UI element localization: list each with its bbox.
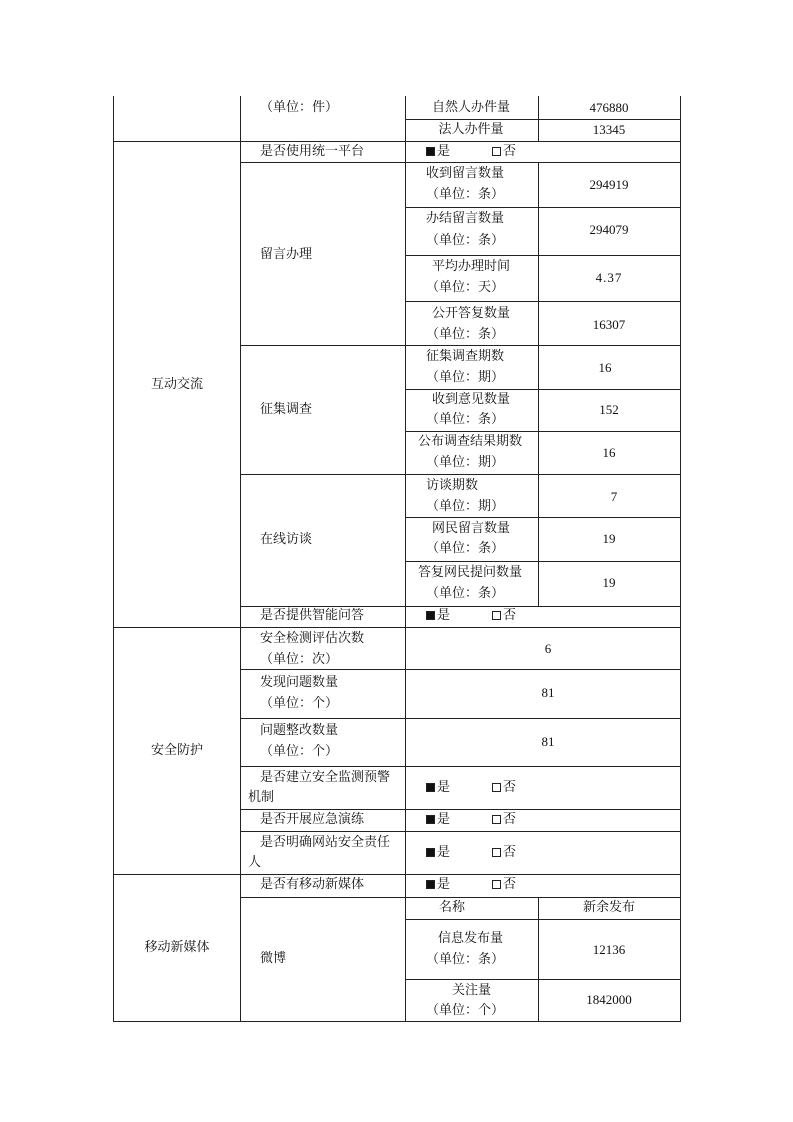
row-rule — [240, 162, 681, 163]
option-no-text: 否 — [503, 845, 517, 860]
unit-label: （单位：件） — [260, 100, 339, 115]
option-yes-text: 是 — [437, 144, 451, 159]
section-title-security: 安全防护 — [150, 743, 204, 758]
metric-label: 发现问题数量 — [260, 675, 339, 690]
row-rule — [405, 919, 681, 920]
row-rule — [240, 718, 681, 719]
monitor-label-continued: 机制 — [248, 790, 275, 805]
metric-value: 294079 — [589, 222, 629, 237]
table-border-right — [680, 96, 681, 1022]
monitor-label: 是否建立安全监测预警 — [260, 770, 391, 785]
table-border-bottom — [113, 1021, 681, 1022]
metric-label: 答复网民提问数量 — [418, 565, 523, 580]
table-column-rule — [240, 96, 241, 1022]
row-rule — [240, 831, 681, 832]
metric-value: 294919 — [589, 177, 629, 192]
row-rule — [405, 255, 681, 256]
row-rule — [405, 207, 681, 208]
metric-value: 12136 — [592, 942, 626, 957]
metric-value: 16307 — [592, 317, 626, 332]
metric-unit: （单位：天） — [426, 280, 505, 295]
row-rule — [240, 345, 681, 346]
row-rule — [240, 766, 681, 767]
drill-yes-option — [426, 810, 450, 830]
drill-no-option — [492, 810, 516, 830]
table-border-left — [113, 96, 114, 1022]
natural-person-value: 476880 — [589, 100, 629, 115]
row-rule — [405, 517, 681, 518]
unchecked-box-icon — [492, 611, 501, 620]
table-column-rule — [538, 162, 539, 607]
unified-platform-yes-option — [426, 142, 450, 162]
natural-person-label: 自然人办件量 — [431, 100, 511, 115]
section-rule — [113, 627, 681, 628]
has-media-yes-option — [426, 875, 450, 895]
checked-box-icon — [426, 783, 435, 792]
metric-label: 安全检测评估次数 — [260, 631, 365, 646]
row-rule — [405, 979, 681, 980]
row-rule — [405, 561, 681, 562]
legal-person-value: 13345 — [592, 122, 626, 137]
table-column-rule — [405, 96, 406, 1022]
checked-box-icon — [426, 611, 435, 620]
monitor-yes-option — [426, 778, 450, 798]
monitor-no-option — [492, 778, 516, 798]
metric-label: 收到意见数量 — [432, 392, 511, 407]
metric-value: 16 — [598, 360, 612, 375]
unchecked-box-icon — [492, 783, 501, 792]
checked-box-icon — [426, 880, 435, 889]
metric-label: 公开答复数量 — [432, 306, 511, 321]
metric-unit: （单位：条） — [426, 952, 505, 967]
metric-unit: （单位：期） — [426, 499, 505, 514]
metric-label: 网民留言数量 — [432, 521, 511, 536]
option-no-text: 否 — [503, 780, 517, 795]
option-no-text: 否 — [503, 812, 517, 827]
table-column-rule — [538, 897, 539, 1022]
metric-unit: （单位：个） — [260, 696, 339, 711]
smart-qa-yes-option — [426, 606, 450, 626]
metric-label: 公布调查结果期数 — [418, 434, 523, 449]
section-rule — [113, 874, 681, 875]
metric-value: 1842000 — [586, 992, 632, 1007]
metric-label: 问题整改数量 — [260, 723, 339, 738]
responsible-label-continued: 人 — [248, 855, 262, 870]
account-name: 新余发布 — [582, 900, 636, 915]
group-title-weibo: 微博 — [260, 951, 287, 966]
option-no-text: 否 — [503, 877, 517, 892]
row-rule — [405, 301, 681, 302]
metric-value: 6 — [544, 641, 552, 656]
drill-label: 是否开展应急演练 — [260, 812, 365, 827]
option-yes-text: 是 — [437, 845, 451, 860]
metric-value: 7 — [610, 489, 618, 504]
section-title-interaction: 互动交流 — [150, 377, 204, 392]
option-yes-text: 是 — [437, 877, 451, 892]
option-yes-text: 是 — [437, 608, 451, 623]
group-title-survey: 征集调查 — [260, 402, 313, 417]
section-rule — [113, 141, 681, 142]
unchecked-box-icon — [492, 848, 501, 857]
metric-value: 16 — [602, 445, 616, 460]
smart-qa-no-option — [492, 606, 516, 626]
group-title-messages: 留言办理 — [260, 247, 313, 262]
section-title-media: 移动新媒体 — [144, 940, 210, 955]
metric-unit: （单位：条） — [426, 327, 505, 342]
metric-unit: （单位：次） — [260, 652, 339, 667]
legal-person-label: 法人办件量 — [438, 122, 504, 137]
responsible-yes-option — [426, 843, 450, 863]
option-yes-text: 是 — [437, 812, 451, 827]
metric-label: 平均办理时间 — [432, 259, 511, 274]
metric-value: 81 — [541, 685, 555, 700]
metric-unit: （单位：条） — [426, 586, 505, 601]
unified-platform-label: 是否使用统一平台 — [260, 144, 365, 159]
metric-label: 收到留言数量 — [426, 166, 505, 181]
checked-box-icon — [426, 848, 435, 857]
unchecked-box-icon — [492, 147, 501, 156]
metric-label: 关注量 — [452, 983, 492, 998]
metric-label: 信息发布量 — [438, 931, 504, 946]
metric-unit: （单位：期） — [426, 370, 505, 385]
unchecked-box-icon — [492, 815, 501, 824]
checked-box-icon — [426, 815, 435, 824]
metric-unit: （单位：个） — [260, 744, 339, 759]
option-yes-text: 是 — [437, 780, 451, 795]
metric-label: 征集调查期数 — [426, 349, 505, 364]
metric-label: 访谈期数 — [426, 478, 479, 493]
metric-unit: （单位：期） — [426, 455, 505, 470]
metric-label: 办结留言数量 — [426, 211, 505, 226]
metric-value: 4.37 — [595, 270, 623, 285]
metric-value: 19 — [602, 575, 616, 590]
option-no-text: 否 — [503, 144, 517, 159]
metric-unit: （单位：条） — [426, 233, 505, 248]
metric-value: 152 — [599, 402, 619, 417]
name-header: 名称 — [438, 900, 466, 915]
metric-unit: （单位：条） — [426, 541, 505, 556]
unified-platform-no-option — [492, 142, 516, 162]
metric-unit: （单位：个） — [426, 1003, 505, 1018]
metric-value: 19 — [602, 531, 616, 546]
has-media-no-option — [492, 875, 516, 895]
metric-unit: （单位：条） — [426, 187, 505, 202]
responsible-no-option — [492, 843, 516, 863]
has-media-label: 是否有移动新媒体 — [260, 877, 365, 892]
metric-value: 81 — [541, 734, 555, 749]
smart-qa-label: 是否提供智能问答 — [260, 608, 365, 623]
checked-box-icon — [426, 147, 435, 156]
group-title-interview: 在线访谈 — [260, 532, 313, 547]
metric-unit: （单位：条） — [426, 412, 505, 427]
row-rule — [240, 474, 681, 475]
unchecked-box-icon — [492, 880, 501, 889]
option-no-text: 否 — [503, 608, 517, 623]
responsible-label: 是否明确网站安全责任 — [260, 835, 391, 850]
